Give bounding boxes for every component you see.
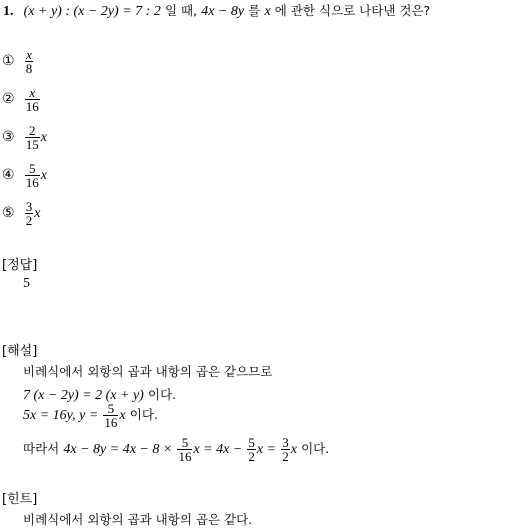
explanation-line-4: 따라서 4x − 8y = 4x − 8 × $\frac{5}{16}$ x = 4x − $\frac{5}{2}$ x = $\frac{3}{2}$ x 이다.: [23, 435, 330, 464]
choice-3[interactable]: ③ $\frac{2}{15}$ x: [2, 123, 47, 152]
explanation-line-2: 7 (x − 2y) = 2 (x + y) 이다.: [23, 387, 177, 403]
choice-marker: ⑤: [2, 205, 15, 221]
explanation-line-3: 5x = 16y, y = $\frac{5}{16}$ x 이다.: [23, 401, 158, 430]
choice-1[interactable]: [2, 48, 34, 75]
question-number: 1.: [3, 4, 14, 19]
explanation-label: [해설]: [2, 344, 38, 359]
question-text-2: 를: [248, 3, 261, 18]
choice-fraction: $\frac{5}{16}$: [25, 161, 39, 190]
hint-text: 비례식에서 외항의 곱과 내항의 곱은 같다.: [23, 512, 253, 527]
question-variable: x: [264, 4, 271, 19]
choice-marker: ②: [2, 91, 15, 107]
choice-fraction: $\frac{2}{15}$: [25, 123, 39, 152]
fraction: $\frac{5}{2}$: [248, 435, 255, 464]
choice-marker: ④: [2, 167, 15, 183]
explanation-line-1: 비례식에서 외항의 곱과 내항의 곱은 같으므로: [23, 364, 273, 379]
fraction: $\frac{5}{16}$: [178, 435, 192, 464]
choice-2[interactable]: [2, 86, 41, 113]
choice-fraction: $\frac{3}{2}$: [25, 199, 33, 228]
question-stem: [3, 1, 430, 20]
answer-label: [정답]: [2, 258, 38, 273]
question-ratio: (x + y) : (x − 2y) = 7 : 2: [23, 4, 161, 19]
fraction: $\frac{3}{2}$: [282, 435, 289, 464]
question-text-1: 일 때,: [164, 3, 198, 18]
hint-label: [힌트]: [2, 492, 38, 507]
choice-4[interactable]: ④ $\frac{5}{16}$ x: [2, 161, 47, 190]
question-expression: 4x − 8y: [201, 4, 245, 19]
fraction: $\frac{5}{16}$: [104, 401, 118, 430]
choice-5[interactable]: ⑤ $\frac{3}{2}$ x: [2, 199, 41, 228]
choice-fraction: $\frac{x}{16}$: [25, 85, 39, 114]
question-text-3: 에 관한 식으로 나타낸 것은?: [274, 3, 431, 18]
choice-fraction: $\frac{x}{8}$: [25, 47, 33, 76]
choice-marker: ①: [2, 53, 15, 69]
choice-marker: ③: [2, 129, 15, 145]
answer-value: 5: [23, 276, 30, 291]
